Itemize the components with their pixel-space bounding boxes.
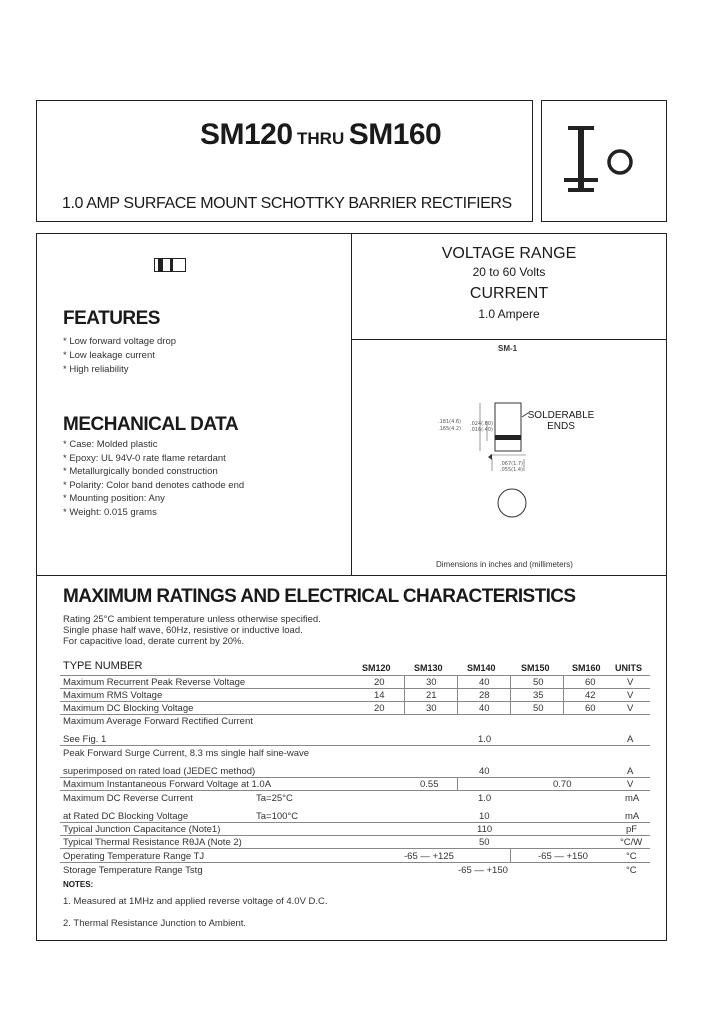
feature-item: * Low forward voltage drop xyxy=(63,336,177,347)
row-unit: V xyxy=(627,703,634,714)
row-line xyxy=(60,822,650,823)
row-value: 21 xyxy=(426,690,437,701)
row-value: 14 xyxy=(374,690,385,701)
row-label-cont: See Fig. 1 xyxy=(63,734,107,745)
row-value: 110 xyxy=(477,824,493,835)
svg-text:.181(4.6): .181(4.6) xyxy=(438,419,461,425)
row-value: -65 — +150 xyxy=(458,865,508,876)
col-header-sm160: SM160 xyxy=(572,663,601,673)
mechanical-item: * Weight: 0.015 grams xyxy=(63,507,157,518)
row-line xyxy=(60,675,650,676)
row-label: Operating Temperature Range TJ xyxy=(63,851,205,862)
footnote: 1. Measured at 1MHz and applied reverse voltage of 4.0V D.C. xyxy=(63,896,328,907)
col-header-sm120: SM120 xyxy=(362,663,391,673)
diode-package-icon xyxy=(154,258,186,272)
row-line xyxy=(60,862,650,863)
brand-logo-icon xyxy=(560,122,650,200)
current-title: CURRENT xyxy=(469,285,549,302)
row-value: -65 — +150 xyxy=(538,851,588,862)
col-line xyxy=(563,675,564,714)
row-value: 10 xyxy=(479,811,490,822)
row-value: 30 xyxy=(426,677,437,688)
voltage-range-title: VOLTAGE RANGE xyxy=(441,245,577,262)
row-line xyxy=(60,745,650,746)
col-header-units: UNITS xyxy=(615,663,642,673)
ratings-title: MAXIMUM RATINGS AND ELECTRICAL CHARACTERISTICS xyxy=(63,586,576,607)
row-value: 30 xyxy=(426,703,437,714)
row-unit: pF xyxy=(626,824,638,835)
row-value: 50 xyxy=(533,677,544,688)
svg-text:.024(.60): .024(.60) xyxy=(470,421,493,427)
row-value: 35 xyxy=(533,690,544,701)
row-label: Maximum DC Reverse Current xyxy=(63,793,193,804)
row-unit: °C xyxy=(626,851,637,862)
svg-text:.165(4.2): .165(4.2) xyxy=(438,426,461,432)
mechanical-item: * Mounting position: Any xyxy=(63,493,165,504)
col-line xyxy=(457,675,458,714)
row-value: 60 xyxy=(585,677,596,688)
row-value: 40 xyxy=(479,703,490,714)
part-number-title xyxy=(200,118,441,152)
row-label: Maximum Average Forward Rectified Current xyxy=(63,716,253,727)
row-value: 28 xyxy=(479,690,490,701)
row-line xyxy=(60,701,650,702)
row-line xyxy=(60,790,650,791)
row-unit: °C/W xyxy=(620,837,643,848)
svg-text:.067(1.7): .067(1.7) xyxy=(500,461,523,467)
col-header-sm140: SM140 xyxy=(467,663,496,673)
row-value: 50 xyxy=(533,703,544,714)
row-value: -65 — +125 xyxy=(404,851,454,862)
solderable-line1: SOLDERABLE xyxy=(527,410,595,421)
row-value: 20 xyxy=(374,703,385,714)
row-value: 42 xyxy=(585,690,596,701)
row-label: Maximum RMS Voltage xyxy=(63,690,163,701)
part-end: SM160 xyxy=(348,118,442,151)
svg-text:.016(.40): .016(.40) xyxy=(470,427,493,433)
row-label: Maximum Recurrent Peak Reverse Voltage xyxy=(63,677,246,688)
row-label-cont: superimposed on rated load (JEDEC method) xyxy=(63,766,256,777)
row-label: Maximum DC Blocking Voltage xyxy=(63,703,194,714)
col-line xyxy=(510,675,511,714)
row-unit: A xyxy=(627,766,634,777)
row-label: Storage Temperature Range Tstg xyxy=(63,865,203,876)
row-label: Typical Junction Capacitance (Note1) xyxy=(63,824,221,835)
col-line xyxy=(404,675,405,714)
rating-note: Single phase half wave, 60Hz, resistive or inductive load. xyxy=(63,625,303,636)
mechanical-title: MECHANICAL DATA xyxy=(63,414,239,435)
row-unit: V xyxy=(627,677,634,688)
footnote: 2. Thermal Resistance Junction to Ambient. xyxy=(63,918,247,929)
mechanical-item: * Epoxy: UL 94V-0 rate flame retardant xyxy=(63,453,226,464)
section-divider xyxy=(36,575,667,576)
row-unit: mA xyxy=(625,811,640,822)
col-header-sm150: SM150 xyxy=(521,663,550,673)
row-value: 1.0 xyxy=(478,734,492,745)
row-label: Maximum Instantaneous Forward Voltage at 1.0A xyxy=(63,779,272,790)
row-label: at Rated DC Blocking Voltage xyxy=(63,811,189,822)
row-label: Typical Thermal Resistance RθJA (Note 2) xyxy=(63,837,242,848)
row-value: 50 xyxy=(479,837,490,848)
row-unit: °C xyxy=(626,865,637,876)
row-value: 1.0 xyxy=(478,793,492,804)
thru-word: THRU xyxy=(297,129,345,148)
rating-note: For capacitive load, derate current by 20%. xyxy=(63,636,245,647)
voltage-range-value: 20 to 60 Volts xyxy=(472,265,546,279)
col-header-type: TYPE NUMBER xyxy=(63,660,143,672)
svg-text:.055(1.4): .055(1.4) xyxy=(500,467,523,473)
row-value: 0.70 xyxy=(553,779,572,790)
package-outline-drawing xyxy=(430,395,540,520)
product-subtitle: 1.0 AMP SURFACE MOUNT SCHOTTKY BARRIER RECTIFIERS xyxy=(62,195,512,212)
row-line xyxy=(60,835,650,836)
notes-title: NOTES: xyxy=(63,880,94,889)
feature-item: * High reliability xyxy=(63,364,129,375)
feature-item: * Low leakage current xyxy=(63,350,155,361)
part-start: SM120 xyxy=(200,118,293,151)
package-name: SM-1 xyxy=(498,344,518,353)
row-line xyxy=(60,688,650,689)
dimensions-caption: Dimensions in inches and (millimeters) xyxy=(436,560,573,569)
col-header-sm130: SM130 xyxy=(414,663,443,673)
row-value: 0.55 xyxy=(420,779,439,790)
mechanical-item: * Case: Molded plastic xyxy=(63,439,158,450)
mechanical-item: * Metallurgically bonded construction xyxy=(63,466,218,477)
row-value: 40 xyxy=(479,766,490,777)
rating-note: Rating 25°C ambient temperature unless otherwise specified. xyxy=(63,614,321,625)
solderable-label xyxy=(527,410,595,432)
row-label: Peak Forward Surge Current, 8.3 ms single half sine-wave xyxy=(63,748,310,759)
row-line xyxy=(60,714,650,715)
features-title: FEATURES xyxy=(63,308,160,329)
row-line xyxy=(60,848,650,849)
mechanical-item: * Polarity: Color band denotes cathode end xyxy=(63,480,245,491)
row-condition: Ta=100°C xyxy=(256,811,299,822)
range-divider xyxy=(351,339,667,340)
row-condition: Ta=25°C xyxy=(256,793,293,804)
row-unit: A xyxy=(627,734,634,745)
solderable-line2: ENDS xyxy=(547,421,575,432)
row-value: 40 xyxy=(479,677,490,688)
col-line xyxy=(510,848,511,862)
current-value: 1.0 Ampere xyxy=(478,307,540,321)
row-value: 20 xyxy=(374,677,385,688)
col-line xyxy=(457,777,458,790)
row-unit: mA xyxy=(625,793,640,804)
row-unit: V xyxy=(627,779,634,790)
row-line xyxy=(60,777,650,778)
row-value: 60 xyxy=(585,703,596,714)
row-unit: V xyxy=(627,690,634,701)
